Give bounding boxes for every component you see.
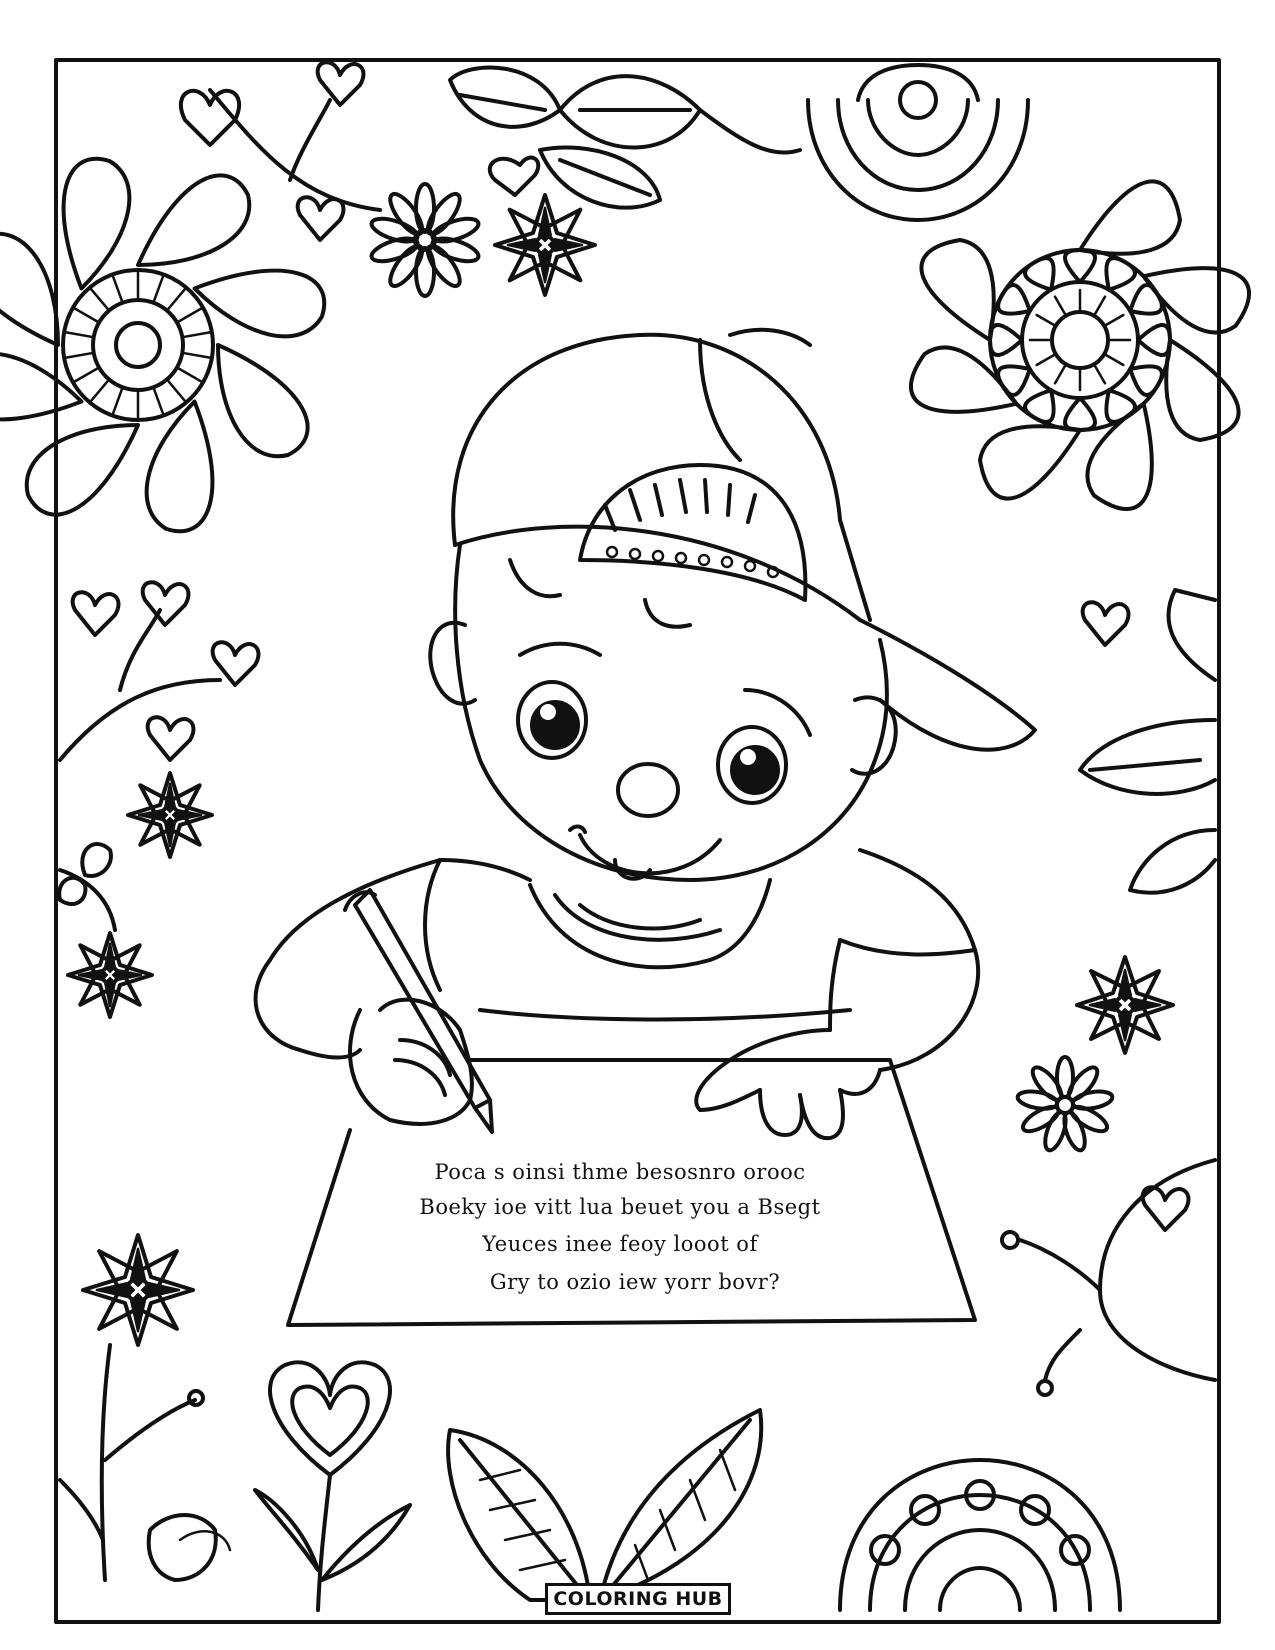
flower-top-left (0, 146, 337, 543)
star-flower-top (474, 174, 615, 315)
mandala-bottom-right (840, 1460, 1120, 1610)
leaf-cluster-top (450, 68, 800, 208)
mandala-top-right (808, 65, 1028, 220)
star-flower-left-lower (51, 916, 170, 1035)
right-hand (696, 1030, 880, 1138)
heart-flower-bottom (255, 1362, 410, 1610)
leaf-sprig-left (59, 844, 115, 930)
eyes (518, 682, 786, 803)
leaf-cluster-right (1080, 590, 1215, 893)
star-flower-right (1057, 937, 1193, 1073)
heart-vine-right (1002, 1160, 1215, 1395)
paper-text-line-2: Boeky ioe vitt lua beuet you a Bsegt (419, 1195, 821, 1219)
paper-text-line-4: Gry to ozio iew yorr bovr? (489, 1270, 781, 1294)
paper-text-line-1: Poca s oinsi thme besosnro orooc (434, 1160, 806, 1184)
daisy-top-middle (369, 184, 481, 296)
paper-text-line-3: Yeuces inee feoy looot of (482, 1232, 758, 1256)
stem-bottom-left (60, 1345, 216, 1580)
daisy-right (1016, 1057, 1113, 1153)
cap (453, 330, 1035, 750)
star-flower-left (111, 756, 230, 875)
brand-label: COLORING HUB (545, 1583, 731, 1615)
pencil (345, 890, 492, 1132)
star-flower-bottom-left (60, 1212, 216, 1368)
mandala-flower-right (897, 181, 1263, 522)
heart-branch-top (181, 62, 380, 240)
left-hand (350, 1000, 472, 1124)
arms (256, 940, 979, 1070)
heart-branch-left (60, 582, 258, 760)
